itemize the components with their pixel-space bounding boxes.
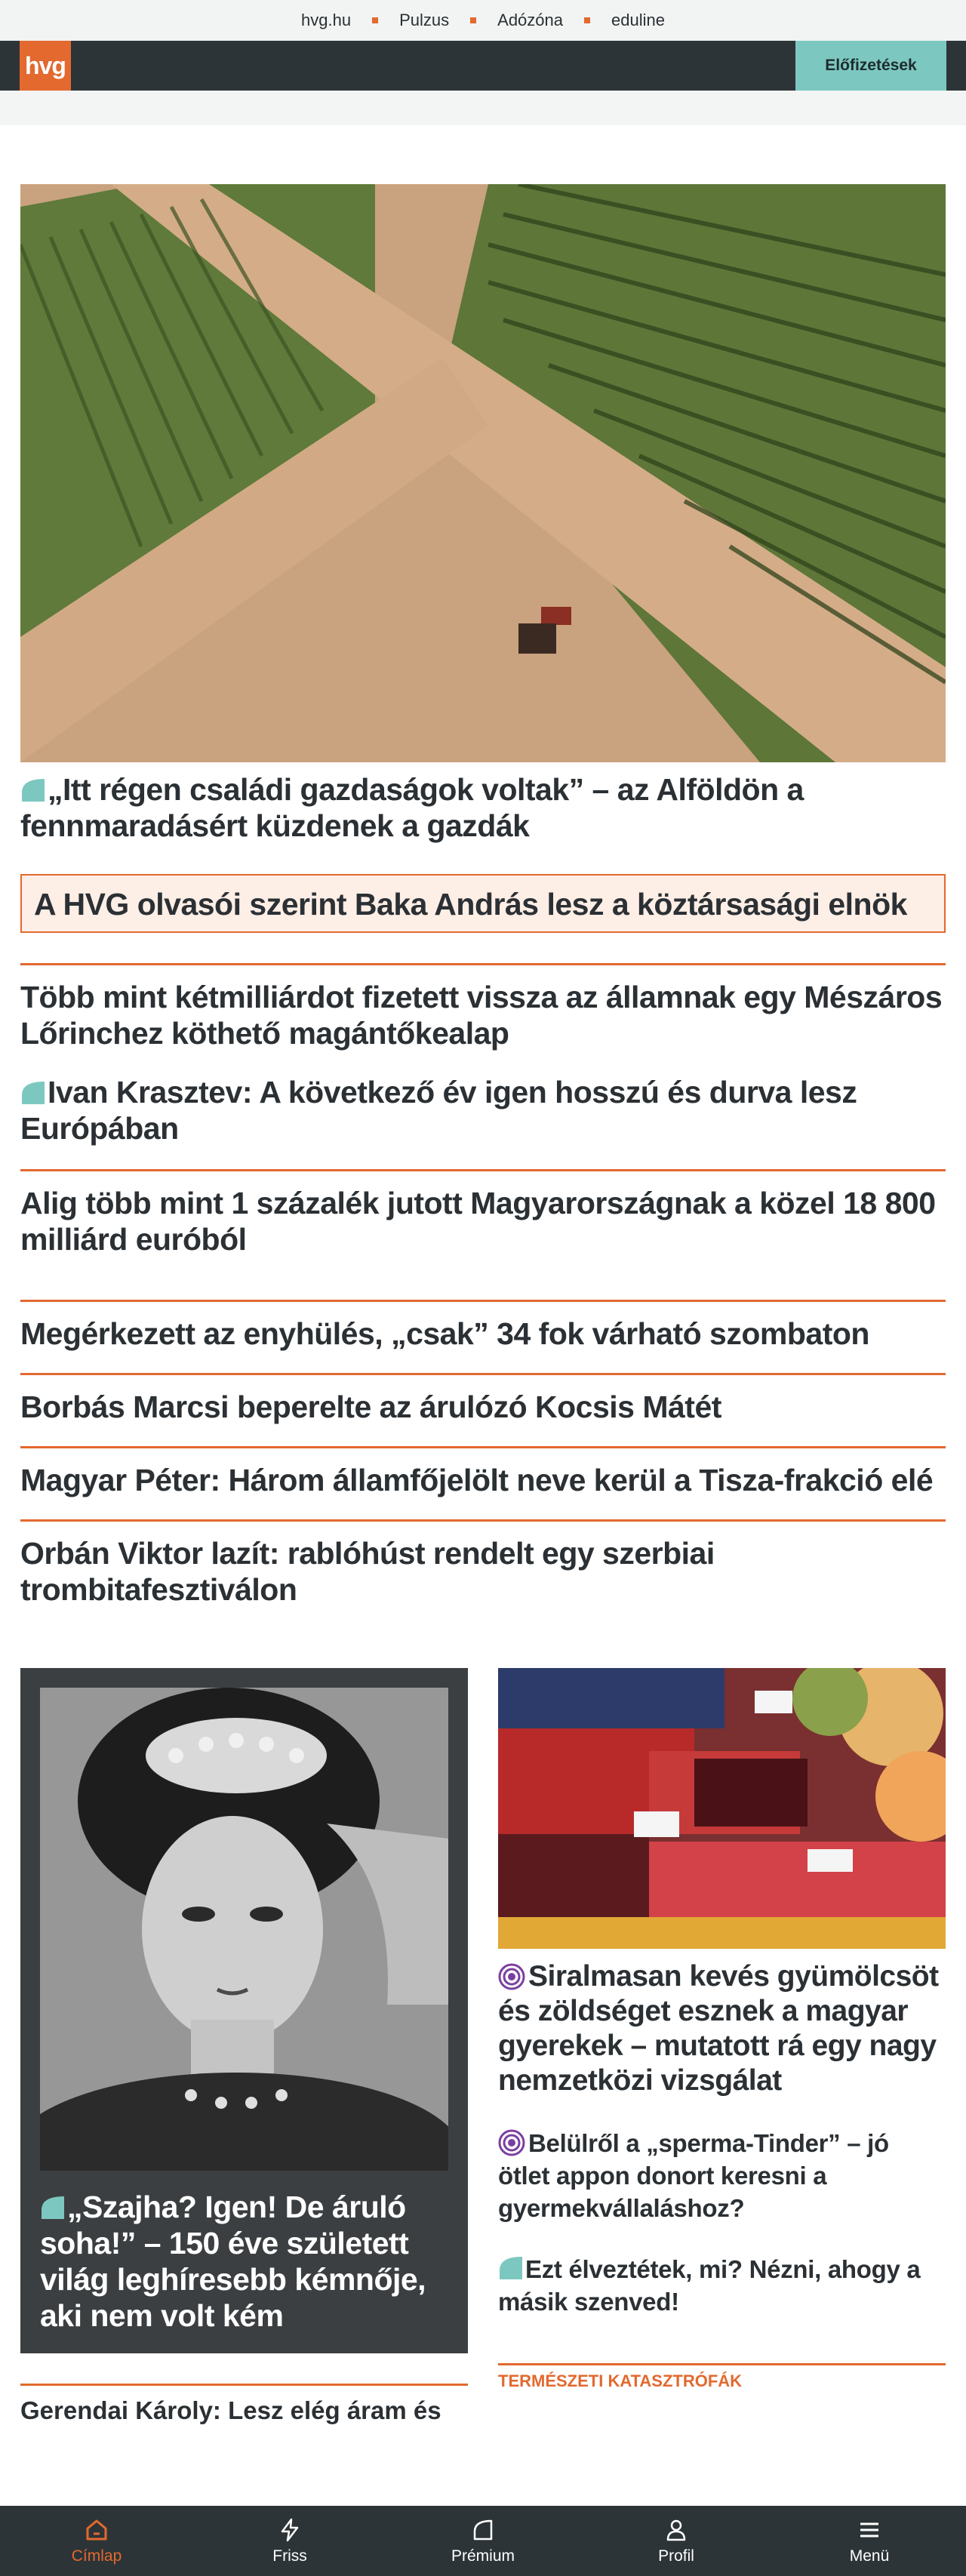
feature-left-column [20,1668,468,2425]
nav-item-premium[interactable] [415,2517,551,2565]
headline-item[interactable]: Gerendai Károly: Lesz elég áram és [20,2384,468,2425]
network-link-adozona[interactable]: Adózóna [497,11,563,29]
network-link-hvg[interactable]: hvg.hu [301,11,352,29]
headline-item[interactable] [20,1300,946,1352]
podcast-icon [498,1963,525,1990]
headline-title: Megérkezett az enyhülés, „csak” 34 fok várható szombaton [20,1316,869,1351]
menu-icon [857,2517,882,2543]
feature-left-image[interactable] [40,1688,448,2171]
nav-item-profile[interactable] [608,2517,744,2565]
section-label[interactable]: TERMÉSZETI KATASZTRÓFÁK [498,2363,946,2391]
bottom-navigation [0,2506,966,2576]
separator-dot [470,17,476,23]
headline-item[interactable] [20,1074,946,1146]
related-item-text: Belülről a „sperma-Tinder” – jó ötlet appon donort keresni a gyermekvállaláshoz? [498,2129,889,2222]
nav-label: Prémium [451,2547,515,2565]
home-icon [84,2517,109,2543]
subscribe-button[interactable]: Előfizetések [795,41,946,91]
premium-icon [20,777,46,803]
network-link-pulzus[interactable]: Pulzus [399,11,450,29]
headline-title: Orbán Viktor lazít: rablóhúst rendelt egy szerbiai trombitafesztiválon [20,1536,715,1607]
podcast-icon [498,2129,525,2156]
headline-title-text: Ivan Krasztev: A következő év igen hosszú és durva lesz Európában [20,1075,857,1146]
headline-item[interactable] [20,1373,946,1425]
lead-article-image[interactable] [20,184,946,762]
related-item[interactable] [498,2127,946,2224]
network-links-bar [0,0,966,41]
ad-placeholder [0,91,966,125]
poll-result-title: A HVG olvasói szerint Baka András lesz a köztársasági elnök [34,887,907,922]
feature-card-dark[interactable] [20,1668,468,2353]
poll-result-box[interactable] [20,874,946,933]
headline-title: Borbás Marcsi beperelte az árulózó Kocsis Mátét [20,1390,721,1424]
nav-item-fresh[interactable] [222,2517,358,2565]
nav-label: Címlap [71,2547,122,2565]
main-content [0,184,966,2425]
related-item-text: Ezt élveztétek, mi? Nézni, ahogy a másik szenved! [498,2255,921,2316]
user-icon [663,2517,689,2543]
lightning-icon [277,2517,303,2543]
nav-label: Friss [272,2547,307,2565]
premium-icon [498,2255,524,2281]
hvg-logo[interactable]: hvg [20,41,71,91]
nav-item-menu[interactable] [801,2517,937,2565]
headline-item[interactable] [20,1169,946,1257]
feature-right-image[interactable] [498,1668,946,1949]
lead-article-title-text: „Itt régen családi gazdaságok voltak” – az Alföldön a fennmaradásért küzdenek a gazdák [20,772,804,843]
feature-right-column [498,1668,946,2425]
premium-icon [20,1080,46,1106]
headline-item[interactable] [20,1446,946,1498]
headline-title: Több mint kétmilliárdot fizetett vissza az államnak egy Mészáros Lőrinchez köthető magántőkealap [20,980,943,1051]
headline-item[interactable] [20,1519,946,1608]
headline-title: Alig több mint 1 százalék jutott Magyarországnak a közel 18 800 milliárd euróból [20,1186,936,1257]
headline-title: Magyar Péter: Három államfőjelölt neve kerül a Tisza-frakció elé [20,1463,934,1497]
feature-columns [20,1668,946,2425]
nav-label: Menü [849,2547,890,2565]
nav-label: Profil [658,2547,694,2565]
separator-dot [584,17,590,23]
lead-article-title[interactable] [20,771,946,844]
feature-left-title[interactable] [40,2189,448,2334]
feature-right-title[interactable] [498,1959,946,2098]
feature-right-title-text: Siralmasan kevés gyümölcsöt és zöldséget esznek a magyar gyerekek – mutatott rá egy nagy nemzetközi vizsgálat [498,1960,939,2097]
headline-title [20,1074,946,1146]
premium-icon [470,2517,496,2543]
headline-item[interactable] [20,963,946,1051]
network-link-eduline[interactable]: eduline [611,11,665,29]
nav-item-home[interactable] [29,2517,165,2565]
feature-left-title-text: „Szajha? Igen! De áruló soha!” – 150 éve született világ leghíresebb kémnője, aki nem volt kém [40,2190,426,2333]
site-header [0,41,966,91]
separator-dot [372,17,378,23]
related-item[interactable] [498,2253,946,2318]
premium-icon [40,2195,66,2221]
